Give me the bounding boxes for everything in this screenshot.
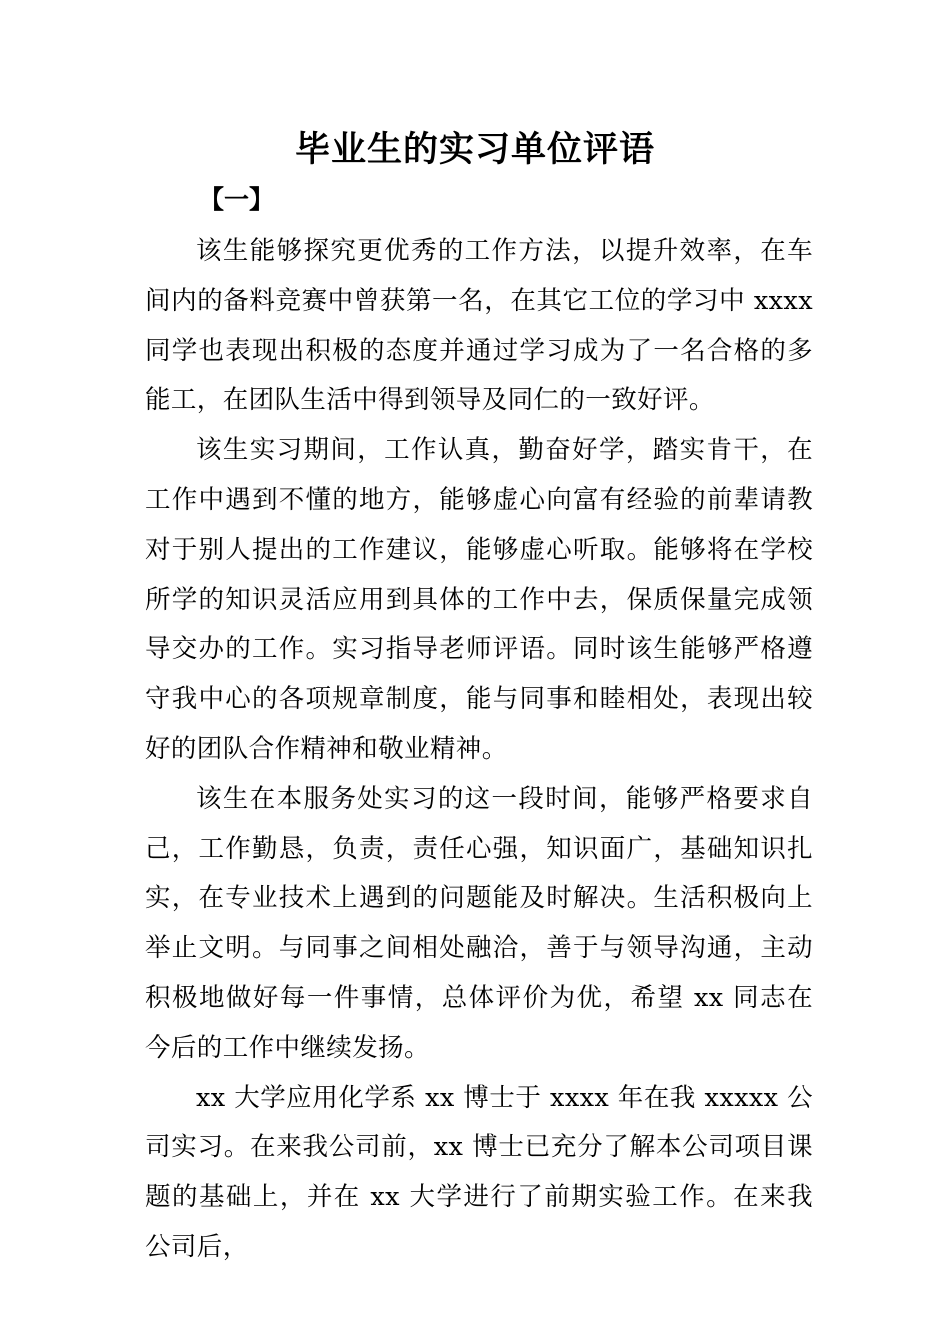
document-body: [145, 227, 813, 1273]
paragraph-2: 该生实习期间，工作认真，勤奋好学，踏实肯干，在工作中遇到不懂的地方，能够虚心向富有经验的前辈请教对于别人提出的工作建议，能够虚心听取。能够将在学校所学的知识灵活应用到具体的工作中去，保质保量完成领导交办的工作。实习指导老师评语。同时该生能够严格遵守我中心的各项规章制度，能与同事和睦相处，表现出较好的团队合作精神和敬业精神。: [145, 435, 813, 764]
paragraph-4: xx 大学应用化学系 xx 博士于 xxxx 年在我 xxxxx 公司实习。在来我公司前，xx 博士已充分了解本公司项目课题的基础上，并在 xx 大学进行了前期实验工作。在来我公司后，: [145, 1082, 813, 1262]
paragraph-1: 该生能够探究更优秀的工作方法，以提升效率，在车间内的备料竞赛中曾获第一名，在其它工位的学习中 xxxx 同学也表现出积极的态度并通过学习成为了一名合格的多能工，在团队生活中得到领导及同仁的一致好评。: [145, 236, 813, 416]
paragraph-3: 该生在本服务处实习的这一段时间，能够严格要求自己，工作勤恳，负责，责任心强，知识面广，基础知识扎实，在专业技术上遇到的问题能及时解决。生活积极向上举止文明。与同事之间相处融洽，善于与领导沟通，主动积极地做好每一件事情，总体评价为优，希望 xx 同志在今后的工作中继续发扬。: [145, 783, 813, 1063]
section-heading: 【一】: [199, 185, 275, 214]
document-title: 毕业生的实习单位评语: [294, 130, 655, 170]
